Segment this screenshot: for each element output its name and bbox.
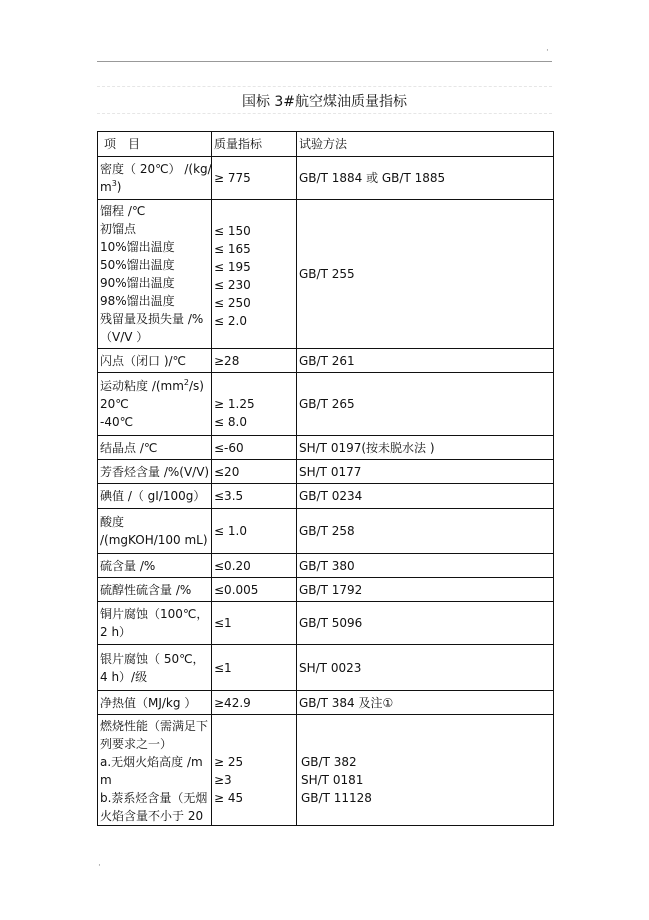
method-cell: SH/T 0023 — [297, 645, 554, 691]
table-row-density — [98, 157, 554, 200]
header-method: 试验方法 — [297, 132, 554, 157]
method-cell: GB/T 1884 或 GB/T 1885 — [297, 157, 554, 200]
table-row-copper — [98, 602, 554, 645]
table-row-aromatics — [98, 460, 554, 484]
table-row-flash-point — [98, 349, 554, 373]
method-cell: GB/T 384 及注① — [297, 691, 554, 715]
value-cell: ≤20 — [212, 460, 297, 484]
item-cell: 密度（ 20℃） /(kg/ $m^3$) — [98, 157, 212, 200]
table-row-distillation — [98, 200, 554, 349]
table-row-iodine — [98, 484, 554, 509]
value-cell: ≥ 25 ≥3 ≥ 45 — [212, 715, 297, 826]
document-title: 国标 3#航空煤油质量指标 — [241, 94, 408, 110]
value-cell: ≤1 — [212, 602, 297, 645]
value-cell: ≥ 775 — [212, 157, 297, 200]
value-cell: ≤0.20 — [212, 554, 297, 578]
value-cell: ≥28 — [212, 349, 297, 373]
method-cell: GB/T 258 — [297, 509, 554, 554]
method-cell: GB/T 5096 — [297, 602, 554, 645]
header-item: 项 目 — [98, 132, 212, 157]
method-cell: SH/T 0177 — [297, 460, 554, 484]
value-cell: ≤ 1.0 — [212, 509, 297, 554]
item-cell: 燃烧性能（需满足下 列要求之一） a.无烟火焰高度 /m m b.萘系烃含量（无烟 火焰含量不小于 20 — [98, 715, 212, 826]
corner-mark-top: · — [546, 46, 549, 56]
value-cell: ≤3.5 — [212, 484, 297, 509]
item-cell: 净热值（MJ/kg ） — [98, 691, 212, 715]
method-cell: GB/T 1792 — [297, 578, 554, 602]
value-cell: ≤ 150 ≤ 165 ≤ 195 ≤ 230 ≤ 250 ≤ 2.0 — [212, 200, 297, 349]
title-box — [97, 86, 552, 114]
table-row-crystal-point — [98, 436, 554, 460]
item-cell: 运动粘度 $/(mm^2/s)$ 20℃ -40℃ — [98, 373, 212, 436]
method-cell: GB/T 265 — [297, 373, 554, 436]
method-cell: GB/T 261 — [297, 349, 554, 373]
method-cell: SH/T 0197(按未脱水法 ) — [297, 436, 554, 460]
method-cell: GB/T 0234 — [297, 484, 554, 509]
method-cell: GB/T 380 — [297, 554, 554, 578]
table-header-row — [98, 132, 554, 157]
table-row-combustion — [98, 715, 554, 826]
header-spec: 质量指标 — [212, 132, 297, 157]
item-cell: 银片腐蚀（ 50℃， 4 h）/级 — [98, 645, 212, 691]
table-row-mercaptan — [98, 578, 554, 602]
method-cell: GB/T 255 — [297, 200, 554, 349]
item-cell: 结晶点 /℃ — [98, 436, 212, 460]
item-cell: 硫醇性硫含量 /% — [98, 578, 212, 602]
item-cell: 铜片腐蚀（100℃， 2 h） — [98, 602, 212, 645]
item-cell: 芳香烃含量 /%(V/V) — [98, 460, 212, 484]
corner-mark-bottom: · — [98, 861, 101, 871]
table-row-sulfur — [98, 554, 554, 578]
value-cell: ≤-60 — [212, 436, 297, 460]
spec-table — [97, 131, 554, 826]
table-row-viscosity — [98, 373, 554, 436]
item-cell: 酸度 /(mgKOH/100 mL) — [98, 509, 212, 554]
table-row-silver — [98, 645, 554, 691]
value-cell: ≤0.005 — [212, 578, 297, 602]
item-cell: 馏程 /℃ 初馏点 10%馏出温度 50%馏出温度 90%馏出温度 98%馏出温度 残留量及损失量 /% （V/V ） — [98, 200, 212, 349]
table-row-acidity — [98, 509, 554, 554]
method-cell: GB/T 382 SH/T 0181 GB/T 11128 — [297, 715, 554, 826]
value-cell: ≥ 1.25 ≤ 8.0 — [212, 373, 297, 436]
item-cell: 硫含量 /% — [98, 554, 212, 578]
value-cell: ≥42.9 — [212, 691, 297, 715]
item-cell: 碘值 /（ gI/100g） — [98, 484, 212, 509]
header-rule — [97, 61, 552, 62]
table-row-net-heat — [98, 691, 554, 715]
value-cell: ≤1 — [212, 645, 297, 691]
item-cell: 闪点（闭口 )/℃ — [98, 349, 212, 373]
